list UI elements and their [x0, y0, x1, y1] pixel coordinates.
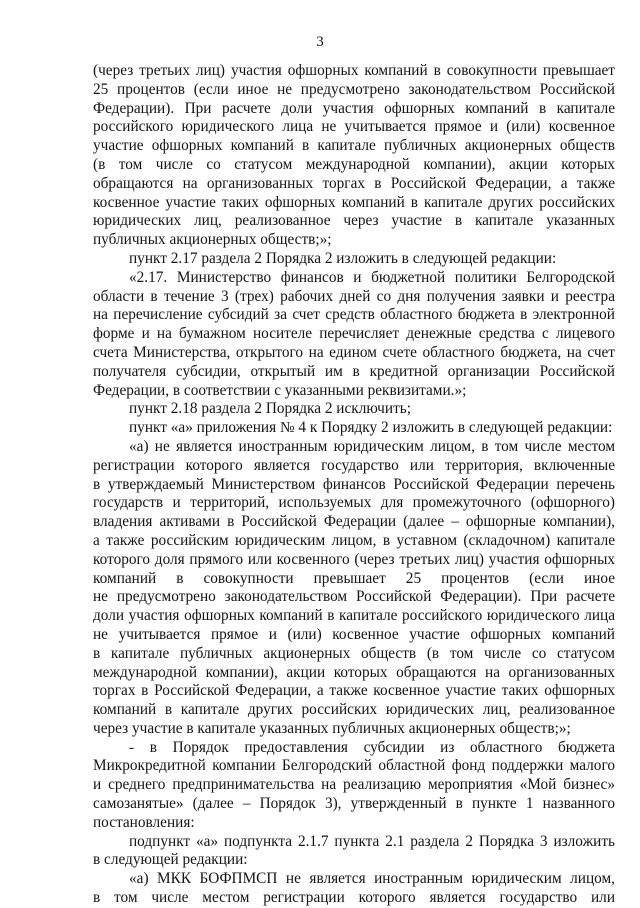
text-line: Федерации). При расчете доли участия офшорных компаний в капитале — [93, 99, 615, 117]
text-line: «а) МКК БОФПМСП не является иностранным юридическим лицом, — [129, 870, 615, 888]
text-line: в капитале публичных акционерных обществ (в том числе со статусом — [93, 644, 615, 662]
text-line: подпункт «а» подпункта 2.1.7 пункта 2.1 раздела 2 Порядка 3 изложить — [129, 832, 615, 850]
text-line: обращаются на организованных торгах в Российской Федерации, а также — [93, 174, 615, 192]
text-line: компаний в совокупности превышает 25 процентов (если иное — [93, 569, 615, 587]
text-line: - в Порядок предоставления субсидии из областного бюджета — [129, 738, 615, 756]
text-line: счета Министерства, открытого на едином счете областного бюджета, на счет — [93, 343, 615, 361]
page-number: 3 — [316, 34, 324, 50]
text-line: российского юридического лица не учитывается прямое и (или) косвенное — [93, 118, 615, 136]
text-line: в утверждаемый Министерством финансов Российской Федерации перечень — [93, 475, 615, 493]
text-line: Микрокредитной компании Белгородский областной фонд поддержки малого — [93, 757, 615, 775]
document-body — [93, 62, 615, 908]
paragraph-subitem-a-text — [93, 870, 615, 908]
text-line: участие офшорных компаний в капитале публичных акционерных обществ — [93, 137, 615, 155]
text-line: форме и на бумажном носителе перечисляет денежные средства с лицевого — [93, 325, 615, 343]
text-line: 25 процентов (если иное не предусмотрено законодательством Российской — [93, 80, 615, 98]
text-line: постановления: — [93, 813, 195, 831]
text-line: пункт 2.18 раздела 2 Порядка 2 исключить; — [129, 400, 411, 418]
text-line: через участие в капитале указанных публичных акционерных обществ;»; — [93, 719, 571, 737]
text-line: в следующей редакции: — [93, 851, 248, 869]
paragraph-offshore-continuation — [93, 62, 615, 250]
paragraph-appendix-4-text — [93, 438, 615, 739]
text-line: не учитывается прямое и (или) косвенное участие офшорных компаний — [93, 625, 615, 643]
text-line: которого доля прямого или косвенного (через третьих лиц) участия офшорных — [93, 550, 615, 568]
text-line: «2.17. Министерство финансов и бюджетной политики Белгородской — [129, 268, 615, 286]
text-line: пункт 2.17 раздела 2 Порядка 2 изложить в следующей редакции: — [129, 249, 557, 267]
text-line: Федерации, в соответствии с указанными реквизитами.»; — [93, 381, 467, 399]
text-line: регистрации которого является государство или территория, включенные — [93, 456, 615, 474]
text-line: косвенное участие таких офшорных компаний в капитале других российских — [93, 193, 615, 211]
text-line: получателя субсидии, открытый им в кредитной организации Российской — [93, 362, 615, 380]
paragraph-item-2-17-instruction — [93, 250, 615, 269]
text-line: компаний в капитале других российских юридических лиц, реализованное — [93, 701, 615, 719]
text-line: пункт «а» приложения № 4 к Порядку 2 изложить в следующей редакции: — [129, 419, 613, 437]
text-line: на перечисление субсидий за счет средств областного бюджета в электронной — [93, 306, 615, 324]
text-line: и среднего предпринимательства на реализацию мероприятия «Мой бизнес» — [93, 776, 615, 794]
text-line: не предусмотрено законодательством Российской Федерации). При расчете — [93, 588, 615, 606]
text-line: международной компании), акции которых обращаются на организованных — [93, 663, 615, 681]
text-line: (через третьих лиц) участия офшорных компаний в совокупности превышает — [93, 62, 615, 79]
text-line: торгах в Российской Федерации, а также косвенное участие таких офшорных — [93, 682, 615, 700]
text-line: юридических лиц, реализованное через участие в капитале указанных — [93, 212, 615, 230]
paragraph-item-2-18-instruction — [93, 400, 615, 419]
text-line: в том числе местом регистрации которого является государство или — [93, 889, 615, 907]
text-line: «а) не является иностранным юридическим лицом, в том числе местом — [129, 437, 615, 455]
text-line: а также российским юридическим лицом, в уставном (складочном) капитале — [93, 531, 615, 549]
text-line: самозанятые» (далее – Порядок 3), утвержденный в пункте 1 названного — [93, 795, 615, 813]
text-line: доли участия офшорных компаний в капитале российского юридического лица — [93, 607, 615, 625]
paragraph-subitem-2-1-7-instruction — [93, 833, 615, 871]
paragraph-procedure-3-intro — [93, 739, 615, 833]
text-line: владения активами в Российской Федерации (далее – офшорные компании), — [93, 513, 615, 531]
paragraph-item-2-17-text — [93, 269, 615, 401]
text-line: (в том числе со статусом международной компании), акции которых — [93, 155, 615, 173]
text-line: публичных акционерных обществ;»; — [93, 231, 332, 249]
text-line: государств и территорий, используемых для промежуточного (офшорного) — [93, 494, 615, 512]
text-line: области в течение 3 (трех) рабочих дней со дня получения заявки и реестра — [93, 287, 615, 305]
paragraph-appendix-4-instruction — [93, 419, 615, 438]
